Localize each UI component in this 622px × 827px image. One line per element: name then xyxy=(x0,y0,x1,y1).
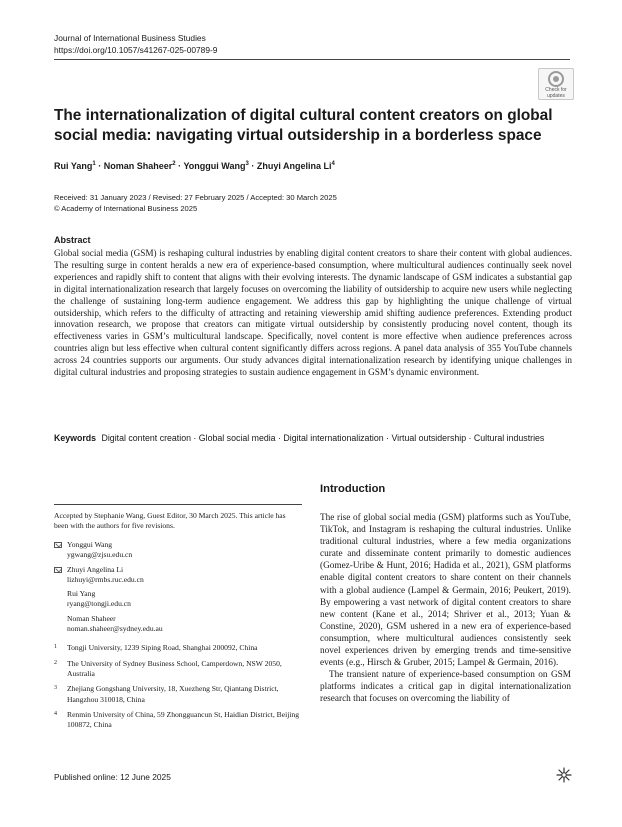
correspondent-name: Yonggui Wang xyxy=(67,540,113,549)
check-for-updates-icon xyxy=(548,71,564,87)
correspondent-name: Noman Shaheer xyxy=(67,613,116,623)
updates-label-1: Check for xyxy=(545,87,567,93)
article-title: The internationalization of digital cultural content creators on global social media: navigating virtual outsidership in a borderless space xyxy=(54,107,553,144)
affiliation-number: 1 xyxy=(54,644,57,651)
author-name[interactable]: Noman Shaheer xyxy=(103,161,173,171)
correspondence-entry xyxy=(54,540,302,561)
footnote-column xyxy=(54,504,302,730)
affiliation-text: Tongji University, 1239 Siping Road, Shanghai 200092, China xyxy=(67,643,258,653)
affiliation-text: Zhejiang Gongshang University, 18, Xuezheng Str, Qiantang District, Hangzhou 310018, China xyxy=(67,684,279,704)
affiliations-block xyxy=(54,643,302,730)
author-list xyxy=(54,161,335,171)
updates-label-2: updates xyxy=(547,93,565,100)
envelope-icon[interactable] xyxy=(54,542,62,548)
affiliation-entry xyxy=(54,710,302,731)
springer-logo-icon xyxy=(556,767,572,783)
correspondent-email[interactable]: noman.shaheer@sydney.edu.au xyxy=(67,624,163,634)
abstract-text: Global social media (GSM) is reshaping cultural industries by enabling digital content creators to share their content with global audiences. The resulting surge in content heralds a new era of experience-based consumption, where multicultural audiences continually seek novel experiences and rapidly shift to content that aligns with their evolving interests. The dynamic landscape of GSM indicates a substantial gap in digital internationalization research that largely focuses on overcoming the liability of outsidership to acquire new users while neglecting the challenge of sustaining long-term audience engagement. We address this gap by highlighting the unique challenge of virtual outsidership, which refers to the difficulty of attracting and retaining viewership amid shifting audience preferences. Extending product innovation research, we propose that creators can mitigate virtual outsidership by consistently producing novel content, though its effectiveness varies in GSM’s multicultural landscape. Specifically, novel content is more effective when audience preferences across countries align but less effective when cultural content significantly differs across regions. A panel data analysis of 355 YouTube channels across 24 countries supports our arguments. Our study advances digital internationalization research by identifying unique challenges in digital cultural industries and proposing strategies to sustain audience engagement in GSM’s dynamic environment. xyxy=(54,248,572,378)
affiliation-text: Renmin University of China, 59 Zhongguancun St, Haidian District, Beijing 100872, China xyxy=(67,709,300,730)
affiliation-number: 3 xyxy=(54,685,57,692)
affiliation-number: 2 xyxy=(54,659,57,666)
affiliation-text: The University of Sydney Business School, Camperdown, NSW 2050, Australia xyxy=(67,658,282,678)
author-separator: · xyxy=(98,161,102,171)
introduction-body xyxy=(320,512,571,706)
footnote-divider xyxy=(54,504,302,505)
correspondent-name: Rui Yang xyxy=(67,589,96,599)
correspondence-entry xyxy=(54,614,302,635)
published-date: Published online: 12 June 2025 xyxy=(54,772,171,782)
affiliation-entry xyxy=(54,659,302,680)
doi-link[interactable]: https://doi.org/10.1057/s41267-025-00789-9 xyxy=(54,44,218,55)
correspondence-entry xyxy=(54,589,302,610)
keywords xyxy=(54,432,572,444)
author-affiliation-mark: 4 xyxy=(331,161,335,167)
correspondence-entry xyxy=(54,565,302,586)
header-divider xyxy=(54,59,570,60)
author-name[interactable]: Yonggui Wang xyxy=(183,161,246,171)
abstract-heading: Abstract xyxy=(54,235,91,245)
introduction-paragraph-1: The rise of global social media (GSM) platforms such as YouTube, TikTok, and Instagram is reshaping the cultural industries. Unlike traditional cultural industries, where a few media organizations curate and disseminate content primarily to domestic audiences (Gomez-Uribe & Hunt, 2016; Hadida et al., 2021), GSM platforms enable digital content creators to share content on their channels with a global audience (Lampel & Germain, 2016; Peukert, 2019). By empowering a vast network of digital content creators to share new content (Kane et al., 2014; Shriver et al., 2013; Yuan & Constine, 2020), GSM ushered in a new era of experience-based consumption, where multicultural audiences consistently seek novel experiences driven by emerging trends and time-sensitive events (e.g., Hirsch & Gruber, 2015; Lampel & Germain, 2016). xyxy=(320,513,571,669)
correspondence-block xyxy=(54,540,302,634)
correspondent-email[interactable]: ryang@tongji.edu.cn xyxy=(67,599,131,609)
affiliation-number: 4 xyxy=(54,710,57,717)
affiliation-entry xyxy=(54,643,302,653)
keywords-heading: Keywords xyxy=(54,433,97,443)
author-affiliation-mark: 1 xyxy=(92,161,96,167)
article-dates xyxy=(54,193,337,214)
author-name[interactable]: Rui Yang xyxy=(54,161,93,171)
correspondent-email[interactable]: ygwang@zjsu.edu.cn xyxy=(67,550,133,560)
envelope-icon[interactable] xyxy=(54,567,62,573)
author-name[interactable]: Zhuyi Angelina Li xyxy=(256,161,332,171)
affiliation-entry xyxy=(54,684,302,705)
accepted-note: Accepted by Stephanie Wang, Guest Editor, 30 March 2025. This article has been with the authors for five revisions. xyxy=(54,511,286,530)
journal-name: Journal of International Business Studies xyxy=(54,33,206,43)
correspondent-name: Zhuyi Angelina Li xyxy=(67,564,124,574)
introduction-paragraph-2: The transient nature of experience-based consumption on GSM platforms indicates a critical gap in digital internationalization research that focuses on overcoming the liability of xyxy=(320,670,571,705)
author-affiliation-mark: 3 xyxy=(245,161,249,167)
copyright-line: © Academy of International Business 2025 xyxy=(54,203,198,213)
check-for-updates-badge[interactable] xyxy=(538,68,574,100)
journal-header xyxy=(54,33,217,56)
correspondent-email[interactable]: lizhuyi@rmbs.ruc.edu.cn xyxy=(67,574,144,584)
author-separator: · xyxy=(251,161,255,171)
keywords-list: Digital content creation · Global social media · Digital internationalization · Virtual outsidership · Cultural industries xyxy=(101,433,545,443)
introduction-heading: Introduction xyxy=(320,483,386,495)
history-dates: Received: 31 January 2023 / Revised: 27 February 2025 / Accepted: 30 March 2025 xyxy=(54,193,337,202)
author-separator: · xyxy=(178,161,182,171)
author-affiliation-mark: 2 xyxy=(172,161,176,167)
